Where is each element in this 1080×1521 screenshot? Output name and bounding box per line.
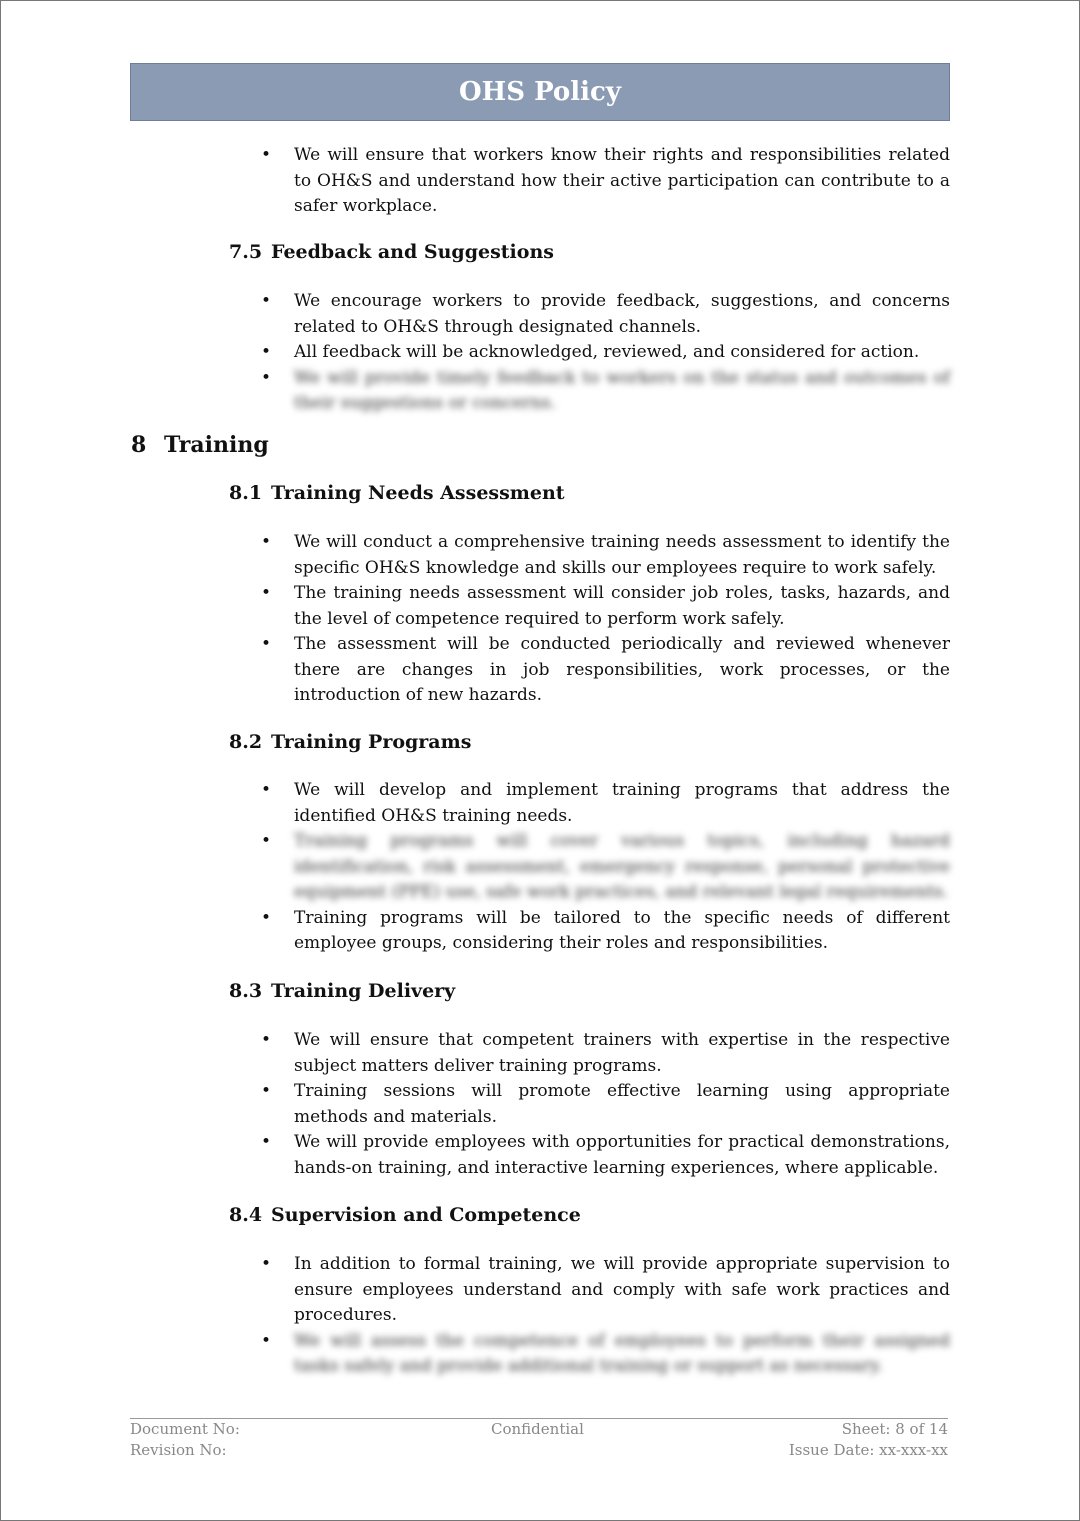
- header-title-bar: [130, 63, 950, 121]
- section-title: Training Delivery: [271, 980, 456, 1002]
- list-item: • Training programs will be tailored to the specific needs of different employee groups, considering their roles and responsibilities.: [294, 906, 950, 957]
- intro-bullet-list: [294, 143, 950, 220]
- section-number: 8: [131, 432, 147, 458]
- list-item: • Training sessions will promote effective learning using appropriate methods and materials.: [294, 1079, 950, 1130]
- revision-number-label: Revision No:: [130, 1441, 227, 1459]
- section-heading-8-1: [229, 482, 565, 504]
- list-item-blurred: [294, 829, 950, 906]
- sheet-number: Sheet: 8 of 14: [841, 1420, 948, 1438]
- section-number: 8.1: [229, 482, 263, 504]
- section-title: Feedback and Suggestions: [271, 241, 554, 263]
- list-item: • We will conduct a comprehensive training needs assessment to identify the specific OH&S knowledge and skills our employees require to work safely.: [294, 530, 950, 581]
- feedback-bullet-list: [294, 289, 950, 417]
- list-item: • We will ensure that competent trainers with expertise in the respective subject matters deliver training programs.: [294, 1028, 950, 1079]
- list-item: • We encourage workers to provide feedback, suggestions, and concerns related to OH&S through designated channels.: [294, 289, 950, 340]
- page-footer: [130, 1418, 948, 1461]
- training-programs-bullet-list: [294, 778, 950, 957]
- section-heading-8-4: [229, 1204, 581, 1226]
- list-item-blurred: [294, 366, 950, 417]
- list-item: • The assessment will be conducted periodically and reviewed whenever there are changes in job responsibilities, work processes, or the introduction of new hazards.: [294, 632, 950, 709]
- section-title: Supervision and Competence: [271, 1204, 581, 1226]
- list-item: • We will ensure that workers know their rights and responsibilities related to OH&S and understand how their active participation can contribute to a safer workplace.: [294, 143, 950, 220]
- section-heading-8-2: [229, 731, 471, 753]
- list-item: • All feedback will be acknowledged, reviewed, and considered for action.: [294, 340, 950, 366]
- section-title: Training Needs Assessment: [271, 482, 565, 504]
- issue-date: Issue Date: xx-xxx-xx: [788, 1441, 948, 1459]
- supervision-bullet-list: [294, 1252, 950, 1380]
- section-heading-7-5: [229, 241, 554, 263]
- list-item-blurred: [294, 1329, 950, 1380]
- list-item: • The training needs assessment will consider job roles, tasks, hazards, and the level of competence required to perform work safely.: [294, 581, 950, 632]
- training-needs-bullet-list: [294, 530, 950, 709]
- classification-label: Confidential: [491, 1420, 584, 1438]
- section-title: Training Programs: [271, 731, 472, 753]
- section-title: Training: [164, 432, 269, 458]
- blurred-text: We will provide timely feedback to workers on the status and outcomes of their suggestions or concerns.: [294, 367, 950, 413]
- blurred-text: Training programs will cover various topics, including hazard identification, risk assessment, emergency response, personal protective equipment (PPE) use, safe work practices, and relevant legal requirements.: [294, 831, 950, 902]
- section-heading-8: [131, 432, 269, 458]
- section-number: 8.4: [229, 1204, 263, 1226]
- list-item: • We will provide employees with opportunities for practical demonstrations, hands-on training, and interactive learning experiences, where applicable.: [294, 1130, 950, 1181]
- training-delivery-bullet-list: [294, 1028, 950, 1181]
- section-number: 7.5: [229, 241, 263, 263]
- section-number: 8.3: [229, 980, 263, 1002]
- blurred-text: We will assess the competence of employees to perform their assigned tasks safely and provide additional training or support as necessary.: [294, 1330, 950, 1376]
- list-item: • In addition to formal training, we will provide appropriate supervision to ensure employees understand and comply with safe work practices and procedures.: [294, 1252, 950, 1329]
- section-heading-8-3: [229, 980, 455, 1002]
- page-title: OHS Policy: [459, 77, 621, 107]
- section-number: 8.2: [229, 731, 263, 753]
- document-number-label: Document No:: [130, 1420, 240, 1438]
- list-item: • We will develop and implement training programs that address the identified OH&S training needs.: [294, 778, 950, 829]
